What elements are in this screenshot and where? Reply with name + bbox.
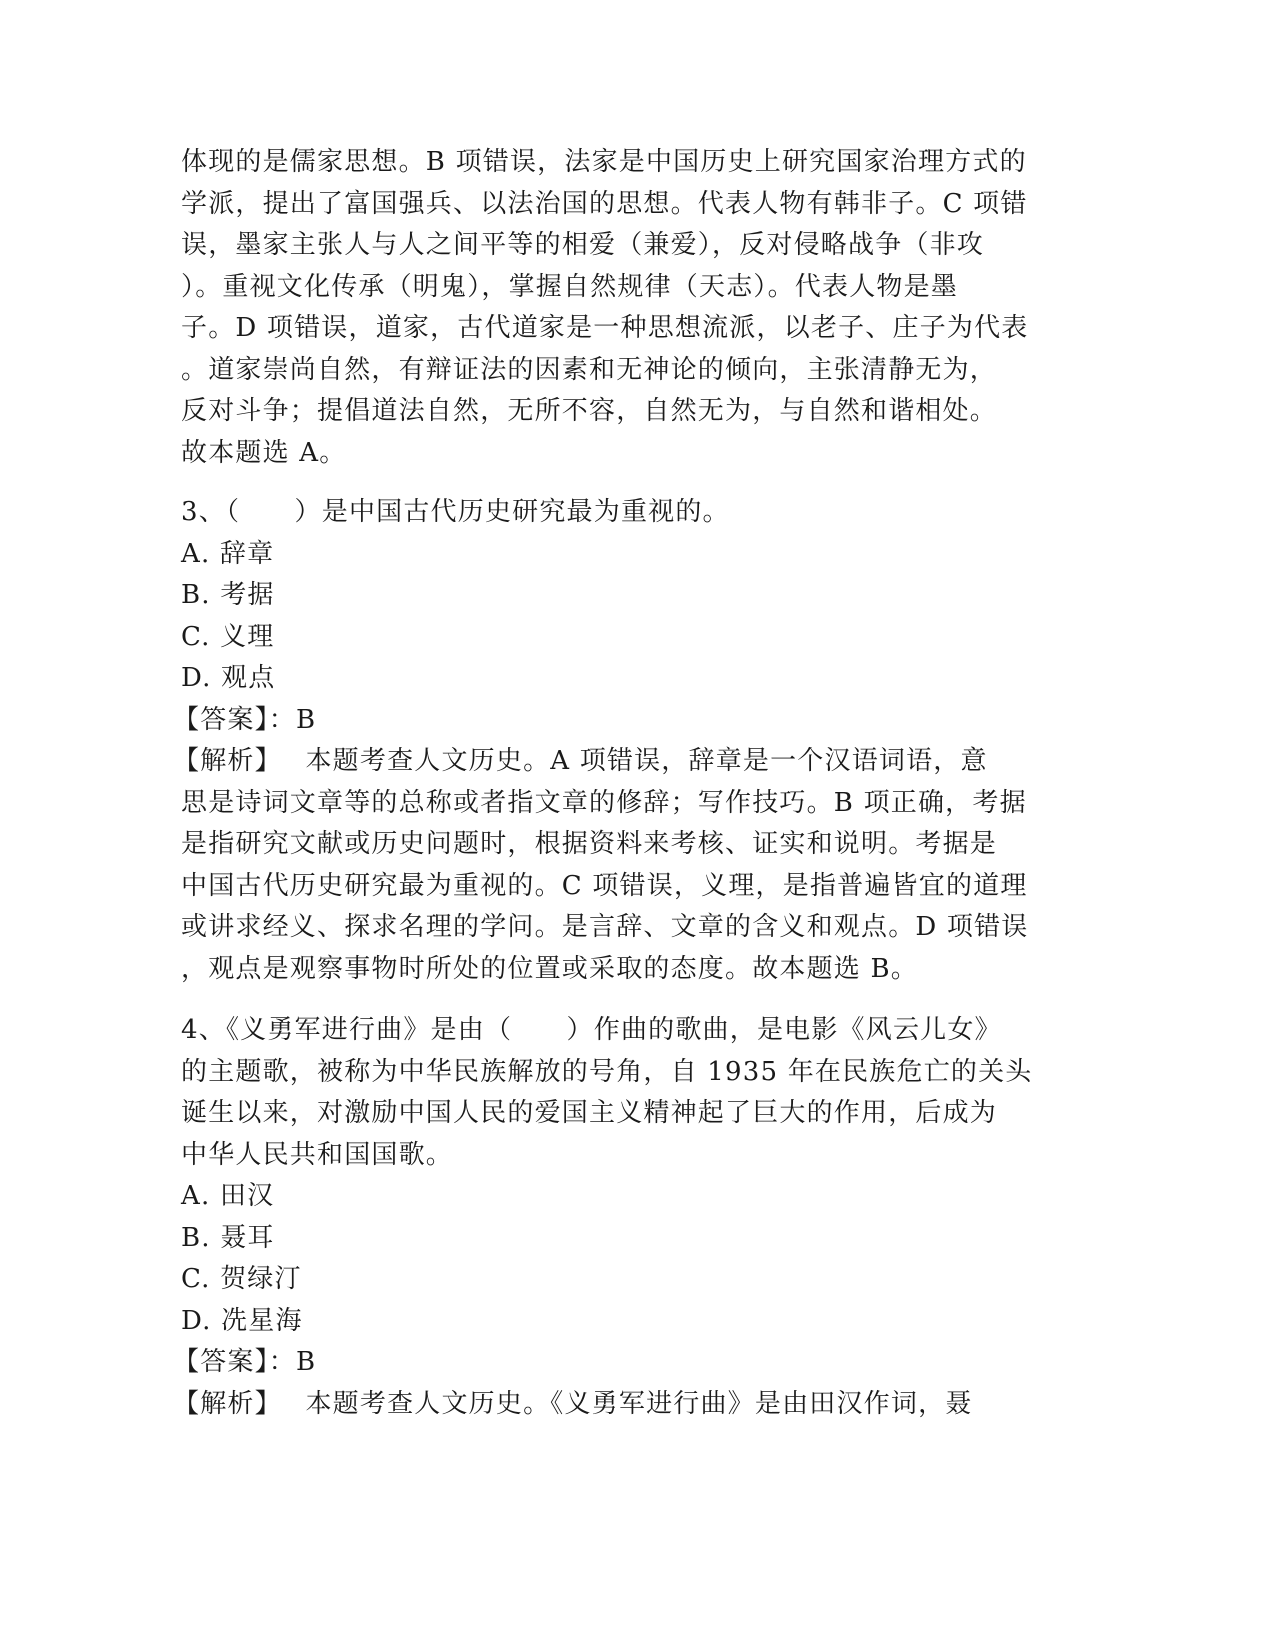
text-line: 学派，提出了富国强兵、以法治国的思想。代表人物有韩非子。C 项错 <box>181 188 1028 219</box>
text-line: 误，墨家主张人与人之间平等的相爱（兼爱），反对侵略战争（非攻 <box>181 230 985 260</box>
answer-line: 【答案】：B <box>173 1347 317 1377</box>
question-stem: 的主题歌，被称为中华民族解放的号角，自 1935 年在民族危亡的关头 <box>181 1056 1033 1087</box>
option-c: C. 义理 <box>181 621 275 652</box>
option-b: B. 聂耳 <box>181 1222 275 1253</box>
question-stem: 3、（ ）是中国古代历史研究最为重视的。 <box>181 497 730 527</box>
option-a: A. 田汉 <box>181 1181 275 1211</box>
text-line: 子。D 项错误，道家，古代道家是一种思想流派，以老子、庄子为代表 <box>181 313 1029 343</box>
option-d: D. 观点 <box>181 663 276 693</box>
explanation-line: 中国古代历史研究最为重视的。C 项错误，义理，是指普遍皆宜的道理 <box>181 870 1028 901</box>
explanation-line: ，观点是观察事物时所处的位置或采取的态度。故本题选 B。 <box>181 953 918 984</box>
text-line: 。道家崇尚自然，有辩证法的因素和无神论的倾向，主张清静无为， <box>181 354 998 385</box>
option-a: A. 辞章 <box>181 538 275 569</box>
document-page <box>173 142 1081 1425</box>
explanation-line: 或讲求经义、探求名理的学问。是言辞、文章的含义和观点。D 项错误 <box>181 912 1029 942</box>
text-line: 反对斗争；提倡道法自然，无所不容，自然无为，与自然和谐相处。 <box>181 396 998 426</box>
explanation-line: 【解析】 本题考查人文历史。《义勇军进行曲》是由田汉作词，聂 <box>173 1388 973 1419</box>
question-stem: 中华人民共和国国歌。 <box>181 1139 454 1170</box>
question-stem: 诞生以来，对激励中国人民的爱国主义精神起了巨大的作用，后成为 <box>181 1098 998 1128</box>
q2-explanation-continued <box>181 142 1081 474</box>
spacer <box>181 474 1081 492</box>
option-c: C. 贺绿汀 <box>181 1264 302 1294</box>
question-4 <box>173 1010 1081 1425</box>
text-line: ）。重视文化传承（明鬼），掌握自然规律（天志）。代表人物是墨 <box>181 271 959 302</box>
option-b: B. 考据 <box>181 580 275 610</box>
question-stem: 4、《义勇军进行曲》是由（ ）作曲的歌曲，是电影《风云儿女》 <box>181 1015 1002 1045</box>
answer-line: 【答案】：B <box>173 704 317 735</box>
explanation-line: 思是诗词文章等的总称或者指文章的修辞；写作技巧。B 项正确，考据 <box>181 787 1027 818</box>
explanation-line: 是指研究文献或历史问题时，根据资料来考核、证实和说明。考据是 <box>181 829 998 859</box>
text-line: 体现的是儒家思想。B 项错误，法家是中国历史上研究国家治理方式的 <box>181 147 1027 177</box>
text-line: 故本题选 A。 <box>181 437 347 468</box>
explanation-line: 【解析】 本题考查人文历史。A 项错误，辞章是一个汉语词语，意 <box>173 746 988 776</box>
spacer <box>181 990 1081 1010</box>
question-3 <box>173 492 1081 990</box>
option-d: D. 冼星海 <box>181 1305 303 1336</box>
